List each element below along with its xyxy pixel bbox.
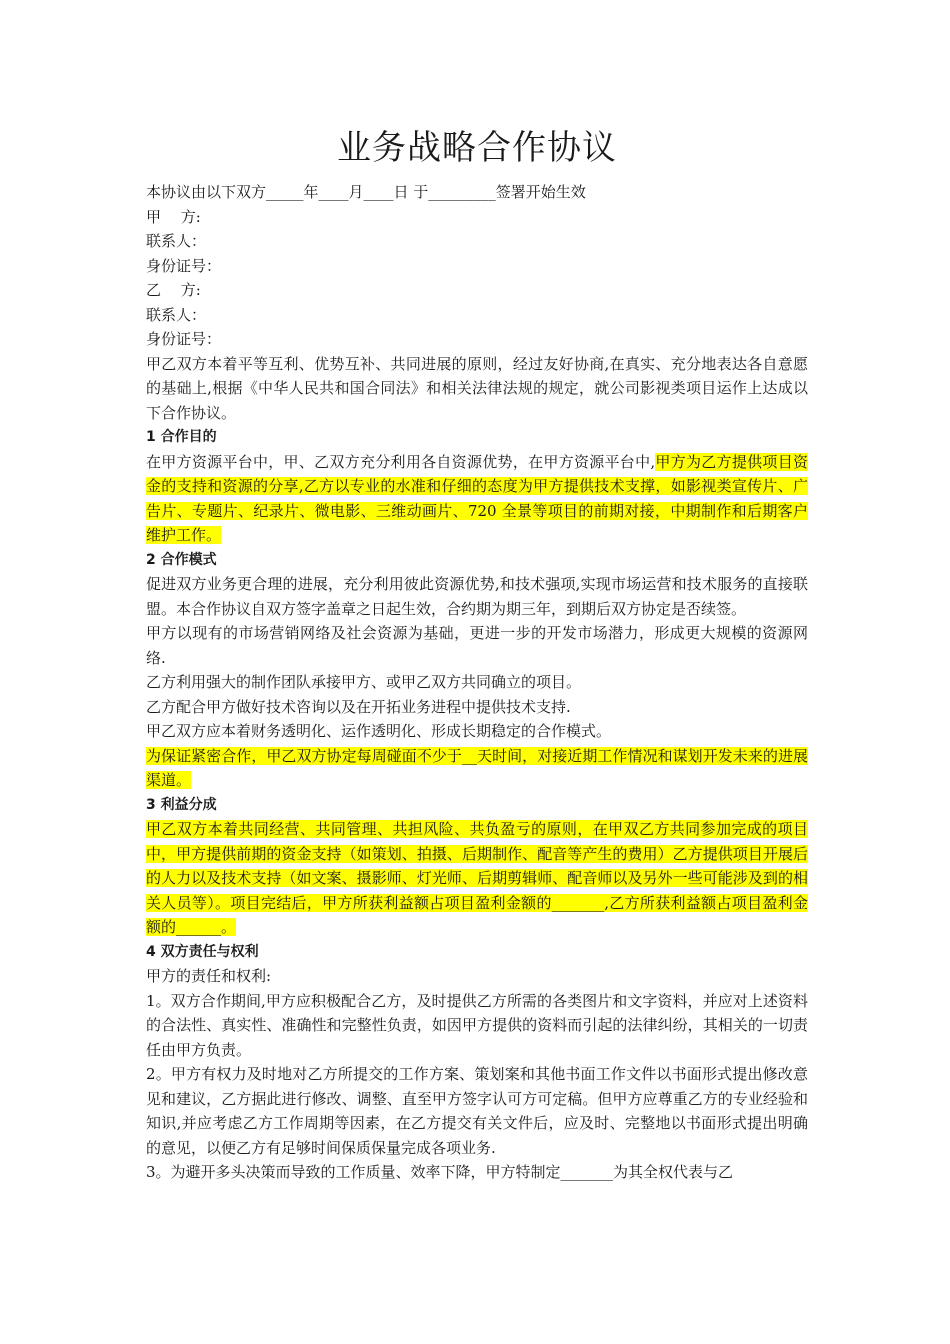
section-2-paragraph-4: 乙方配合甲方做好技术咨询以及在开拓业务进程中提供技术支持.: [146, 697, 571, 716]
section-2-highlighted-text: 为保证紧密合作，甲乙双方协定每周碰面不少于__天时间，对接近期工作情况和谋划开发未来的进展渠道。: [146, 746, 808, 789]
section-4-item-3: 3。为避开多头决策而导致的工作质量、效率下降，甲方特制定_______为其全权代表与乙: [146, 1163, 734, 1181]
section-1-highlighted-text: 甲方为乙方提供项目资金的支持和资源的分享,乙方以专业的水准和仔细的态度为甲方提供技术支撑，如影视类宣传片、广告片、专题片、纪录片、微电影、三维动画片、720 全景等项目的前期对接，中期制作和后期客户维护工作。: [146, 452, 808, 544]
section-4-item-1: 1。双方合作期间,甲方应积极配合乙方，及时提供乙方所需的各类图片和文字资料，并应对上述资料的合法性、真实性、准确性和完整性负责，如因甲方提供的资料而引起的法律纠纷，其相关的一切责任由甲方负责。: [146, 991, 808, 1059]
contact-a-label: 联系人：: [146, 232, 207, 250]
section-1-heading: 1 合作目的: [146, 429, 217, 445]
section-2-heading: 2 合作模式: [146, 551, 217, 568]
id-b-label: 身份证号：: [146, 330, 222, 348]
section-4-heading: 4 双方责任与权利: [146, 943, 259, 960]
section-1-paragraph: [146, 450, 808, 548]
section-1-text: 在甲方资源平台中，甲、乙双方充分利用各自资源优势，在甲方资源平台中,: [146, 452, 656, 471]
document-title: 业务战略合作协议: [337, 128, 617, 168]
section-2-paragraph-3: 乙方利用强大的制作团队承接甲方、或甲乙双方共同确立的项目。: [146, 673, 582, 691]
document-page: [146, 118, 808, 1185]
section-2-paragraph-6: [146, 744, 808, 793]
section-4-item-2: 2。甲方有权力及时地对乙方所提交的工作方案、策划案和其他书面工作文件以书面形式提出修改意见和建议，乙方据此进行修改、调整、直至甲方签字认可方可定稿。但甲方应尊重乙方的专业经验和知识,并应考虑乙方工作周期等因素，在乙方提交有关文件后，应及时、完整地以书面形式提出明确的意见，以便乙方有足够时间保质保量完成各项业务.: [146, 1065, 808, 1157]
party-b-label: 乙 方:: [146, 281, 201, 299]
section-3-paragraph: [146, 817, 808, 940]
section-2-paragraph-1: 促进双方业务更合理的进展，充分利用彼此资源优势,和技术强项,实现市场运营和技术服务的直接联盟。本合作协议自双方签字盖章之日起生效，合约期为期三年，到期后双方协定是否续签。: [146, 575, 808, 618]
section-4-subheading: 甲方的责任和权利:: [146, 967, 272, 985]
intro-line: 本协议由以下双方_____年____月____日 于_________签署开始生效: [146, 183, 586, 201]
id-a-label: 身份证号：: [146, 256, 222, 275]
section-2-paragraph-5: 甲乙双方应本着财务透明化、运作透明化、形成长期稳定的合作模式。: [146, 722, 612, 740]
section-3-highlighted-text: 甲乙双方本着共同经营、共同管理、共担风险、共负盈亏的原则，在甲双乙方共同参加完成的项目中，甲方提供前期的资金支持（如策划、拍摄、后期制作、配音等产生的费用）乙方提供项目开展后的人力以及技术支持（如文案、摄影师、灯光师、后期剪辑师、配音师以及另外一些可能涉及到的相关人员等）。项目完结后，甲方所获利益额占项目盈利金额的_______,乙方所获利益额占项目盈利金额的______。: [146, 820, 808, 936]
contact-b-label: 联系人：: [146, 305, 207, 324]
section-3-heading: 3 利益分成: [146, 796, 217, 813]
section-2-paragraph-2: 甲方以现有的市场营销网络及社会资源为基础，更进一步的开发市场潜力，形成更大规模的资源网络.: [146, 624, 808, 667]
preamble-paragraph: 甲乙双方本着平等互利、优势互补、共同进展的原则，经过友好协商,在真实、充分地表达各自意愿的基础上,根据《中华人民共和国合同法》和相关法律法规的规定，就公司影视类项目运作上达成以下合作协议。: [146, 354, 808, 422]
party-a-label: 甲 方:: [146, 207, 201, 226]
